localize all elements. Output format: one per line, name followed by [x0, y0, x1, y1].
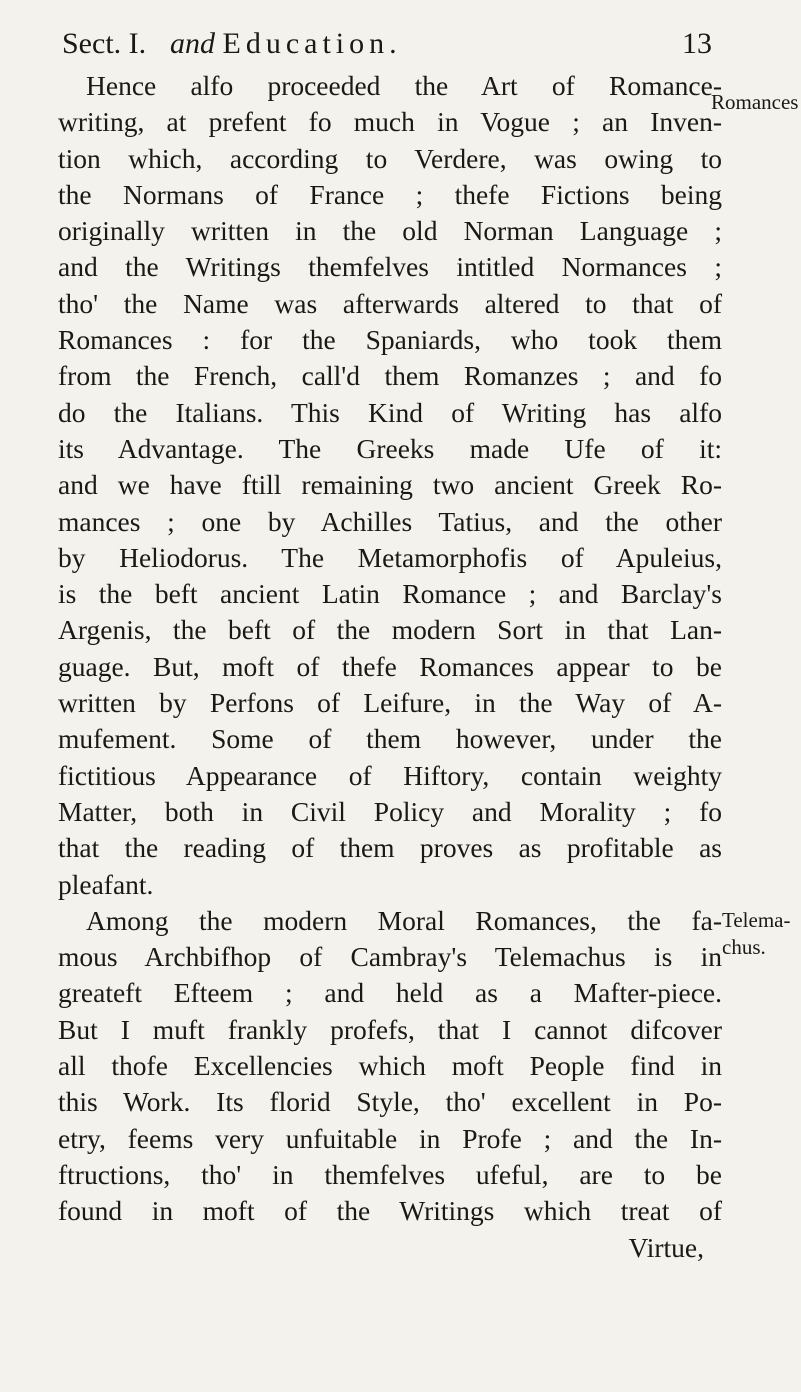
text-line: originally written in the old Norman Language ; [58, 215, 722, 247]
text-line: Romances : for the Spaniards, who took them [58, 324, 722, 356]
margin-note-romances: Romances [711, 90, 799, 114]
text-line: mous Archbifhop of Cambray's Telemachus is in [58, 941, 722, 973]
running-header [62, 22, 712, 66]
text-line: its Advantage. The Greeks made Ufe of it: [58, 432, 722, 464]
text-line: written by Perfons of Leifure, in the Way of A- [58, 687, 722, 719]
text-line: do the Italians. This Kind of Writing has alfo [58, 396, 722, 428]
running-title-and: and [170, 27, 215, 60]
margin-note-telemachus-1: Telema- [722, 908, 791, 932]
text-line: that the reading of them proves as profitable as [58, 832, 722, 864]
text-line: this Work. Its florid Style, tho' excellent in Po- [58, 1086, 722, 1118]
text-line: is the beft ancient Latin Romance ; and Barclay's [58, 578, 722, 610]
text-line: found in moft of the Writings which treat of [58, 1195, 722, 1227]
text-line: tho' the Name was afterwards altered to that of [58, 287, 722, 319]
text-line: ftructions, tho' in themfelves ufeful, are to be [58, 1158, 722, 1190]
text-line: guage. But, moft of thefe Romances appear to be [58, 650, 722, 682]
running-title-main: Education. [222, 27, 402, 60]
margin-note-telemachus-2: chus. [722, 935, 766, 959]
page-number: 13 [682, 27, 712, 60]
text-line: the Normans of France ; thefe Fictions being [58, 178, 722, 210]
catchword: Virtue, [628, 1231, 704, 1263]
text-line: fictitious Appearance of Hiftory, contain weighty [58, 759, 722, 791]
text-line: pleafant. [58, 868, 154, 900]
text-line: Argenis, the beft of the modern Sort in that Lan- [58, 614, 722, 646]
text-line: mufement. Some of them however, under the [58, 723, 722, 755]
text-line: by Heliodorus. The Metamorphofis of Apuleius, [58, 541, 722, 573]
text-line: Matter, both in Civil Policy and Morality ; fo [58, 795, 722, 827]
text-line: tion which, according to Verdere, was owing to [58, 142, 722, 174]
text-line: all thofe Excellencies which moft People find in [58, 1050, 722, 1082]
text-line: etry, feems very unfuitable in Profe ; and the In- [58, 1122, 722, 1154]
running-title [170, 22, 402, 66]
section-label: Sect. I. [62, 27, 147, 60]
text-line: writing, at prefent fo much in Vogue ; an Inven- [58, 106, 722, 138]
body-text [58, 68, 722, 1266]
text-line: mances ; one by Achilles Tatius, and the other [58, 505, 722, 537]
text-line: But I muft frankly profefs, that I cannot difcover [58, 1013, 722, 1045]
text-line: and the Writings themfelves intitled Normances ; [58, 251, 722, 283]
text-line: and we have ftill remaining two ancient Greek Ro- [58, 469, 722, 501]
text-line: Among the modern Moral Romances, the fa- [86, 904, 722, 936]
text-line: greateft Efteem ; and held as a Mafter-piece. [58, 977, 722, 1009]
text-line: from the French, call'd them Romanzes ; and fo [58, 360, 722, 392]
text-line: Hence alfo proceeded the Art of Romance- [86, 70, 722, 101]
